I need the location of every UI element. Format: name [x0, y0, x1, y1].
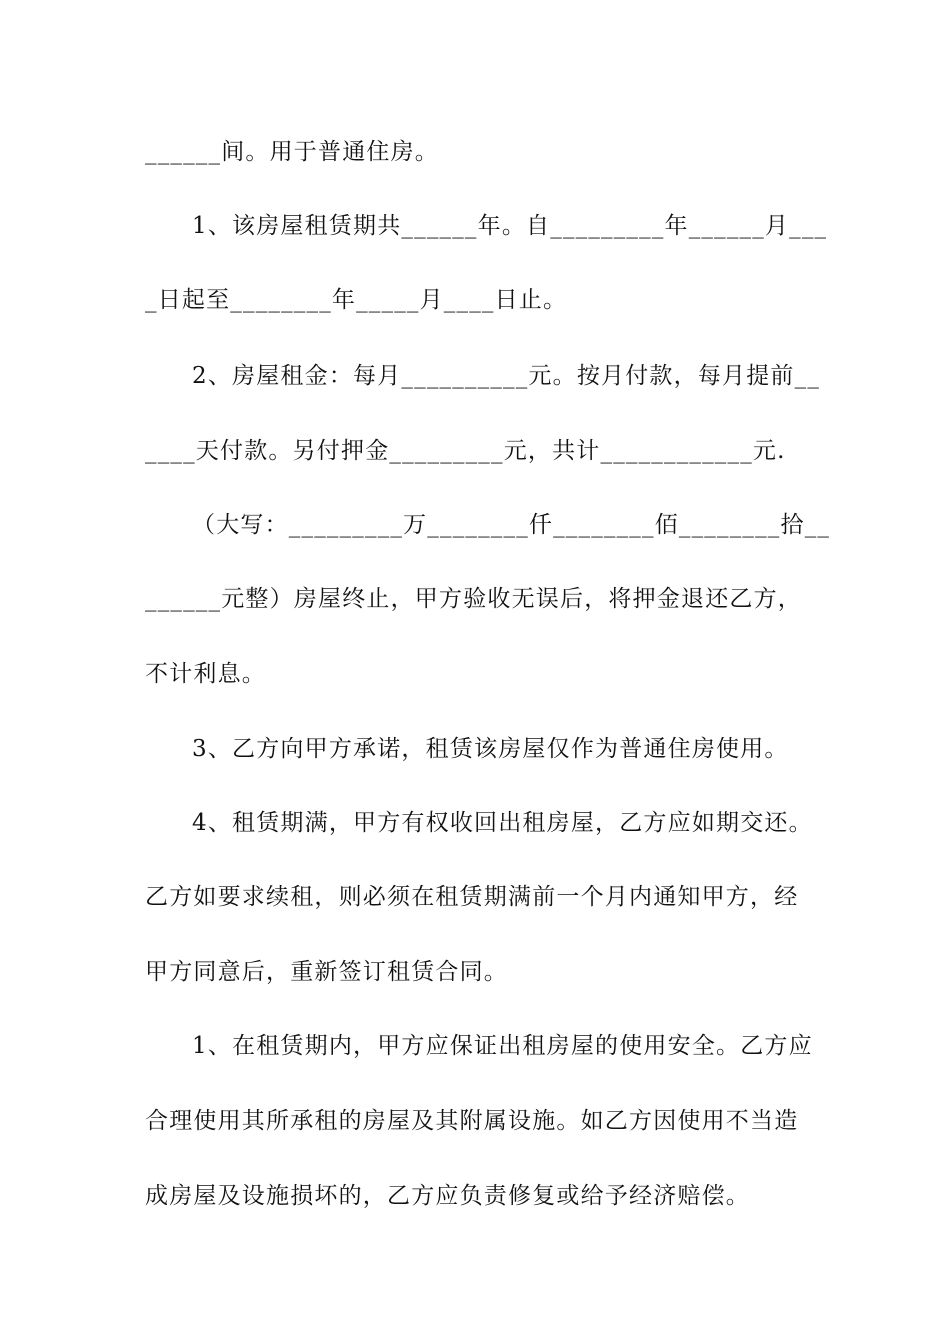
- text-line: 合理使用其所承租的房屋及其附属设施。如乙方因使用不当造: [145, 1108, 799, 1134]
- text-line: 1、该房屋租赁期共______年。自_________年______月___: [192, 213, 828, 239]
- text-line: ______间。用于普通住房。: [145, 139, 439, 165]
- text-line: 甲方同意后，重新签订租赁合同。: [145, 959, 508, 985]
- text-line: 4、租赁期满，甲方有权收回出租房屋，乙方应如期交还。: [192, 810, 813, 836]
- text-line: _日起至________年_____月____日止。: [145, 287, 568, 313]
- text-line: 成房屋及设施损坏的，乙方应负责修复或给予经济赔偿。: [145, 1183, 750, 1209]
- text-line: 乙方如要求续租，则必须在租赁期满前一个月内通知甲方，经: [145, 884, 799, 910]
- text-line: 1、在租赁期内，甲方应保证出租房屋的使用安全。乙方应: [192, 1033, 813, 1059]
- text-line: 3、乙方向甲方承诺，租赁该房屋仅作为普通住房使用。: [192, 736, 789, 762]
- text-line: 不计利息。: [145, 661, 266, 687]
- text-line: ____天付款。另付押金_________元，共计____________元.: [145, 438, 786, 464]
- text-line: 2、房屋租金：每月__________元。按月付款，每月提前__: [192, 363, 821, 389]
- text-line: （大写：_________万________仟________佰________拾__: [192, 512, 831, 538]
- text-line: ______元整）房屋终止，甲方验收无误后，将押金退还乙方，: [145, 586, 802, 612]
